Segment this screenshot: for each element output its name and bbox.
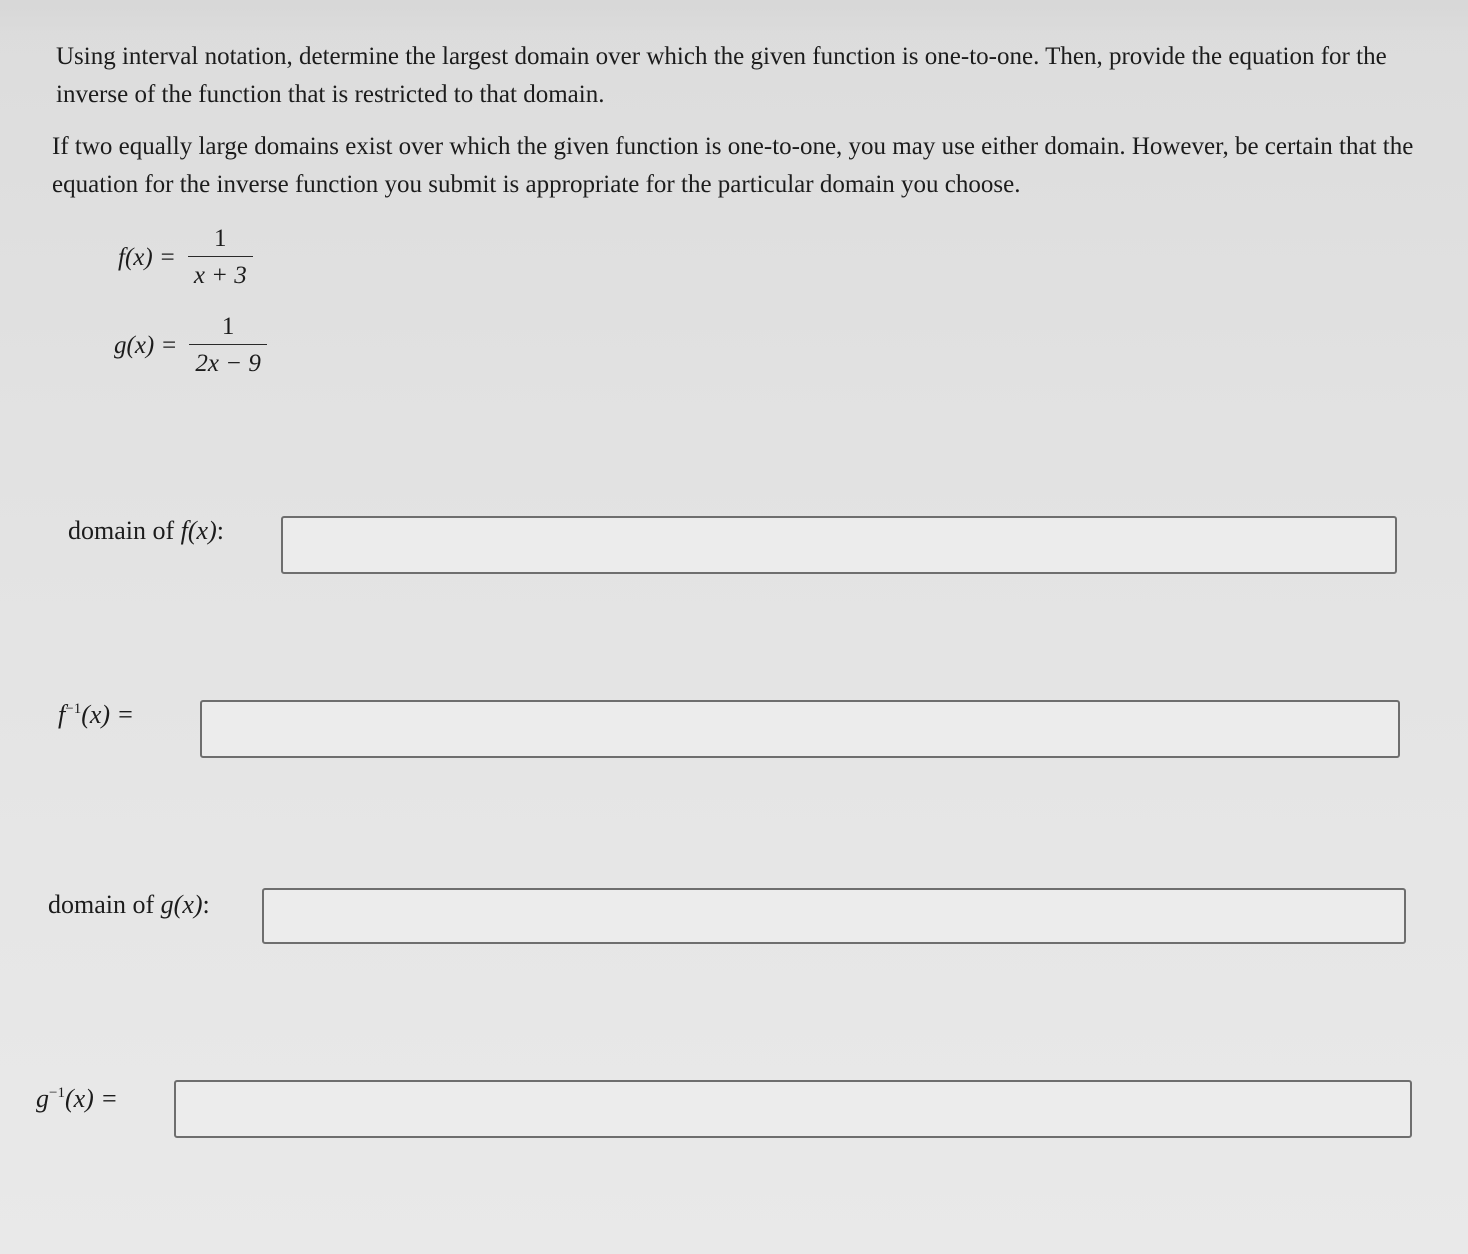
g-inverse-label-rest: (x) = — [64, 1084, 118, 1113]
top-shadow — [0, 0, 1468, 40]
domain-g-label-suffix: : — [202, 890, 210, 919]
domain-g-label-var: g(x) — [160, 890, 203, 919]
domain-f-label — [68, 516, 224, 546]
function-f-fraction — [188, 224, 253, 291]
f-inverse-input[interactable] — [200, 700, 1400, 758]
domain-f-input[interactable] — [281, 516, 1397, 574]
g-inverse-label-sup: −1 — [49, 1085, 65, 1101]
function-g-lhs: g(x) = — [114, 331, 178, 359]
function-f-lhs: f(x) = — [118, 243, 176, 271]
domain-g-input[interactable] — [262, 888, 1406, 944]
function-f-equation — [118, 224, 253, 291]
instruction-paragraph-1: Using interval notation, determine the largest domain over which the given function is one-to-one. Then, provide the equation for the inverse of the function that is restricted to that domain. — [56, 43, 1387, 108]
f-inverse-label-rest: (x) = — [81, 700, 135, 729]
f-inverse-label-sup: −1 — [65, 701, 82, 717]
f-inverse-label-fn: f — [58, 700, 66, 729]
function-f-denominator: x + 3 — [188, 256, 253, 291]
function-g-fraction — [189, 312, 266, 379]
domain-g-label-prefix: domain of — [48, 890, 161, 919]
domain-f-label-suffix: : — [216, 516, 224, 545]
domain-f-label-prefix: domain of — [68, 516, 181, 545]
instruction-paragraph-2: If two equally large domains exist over which the given function is one-to-one, you may use either domain. However, be certain that the equation for the inverse function you submit is appropriate for the particular domain you choose. — [52, 133, 1414, 198]
g-inverse-input[interactable] — [174, 1080, 1412, 1138]
function-g-denominator: 2x − 9 — [189, 344, 266, 379]
function-f-numerator: 1 — [214, 225, 227, 252]
function-g-numerator: 1 — [221, 313, 235, 340]
function-g-equation — [114, 312, 267, 379]
domain-f-label-var: f(x) — [180, 516, 217, 545]
g-inverse-label-fn: g — [36, 1084, 49, 1113]
g-inverse-label — [36, 1084, 118, 1114]
f-inverse-label — [58, 700, 134, 730]
domain-g-label — [48, 890, 210, 920]
